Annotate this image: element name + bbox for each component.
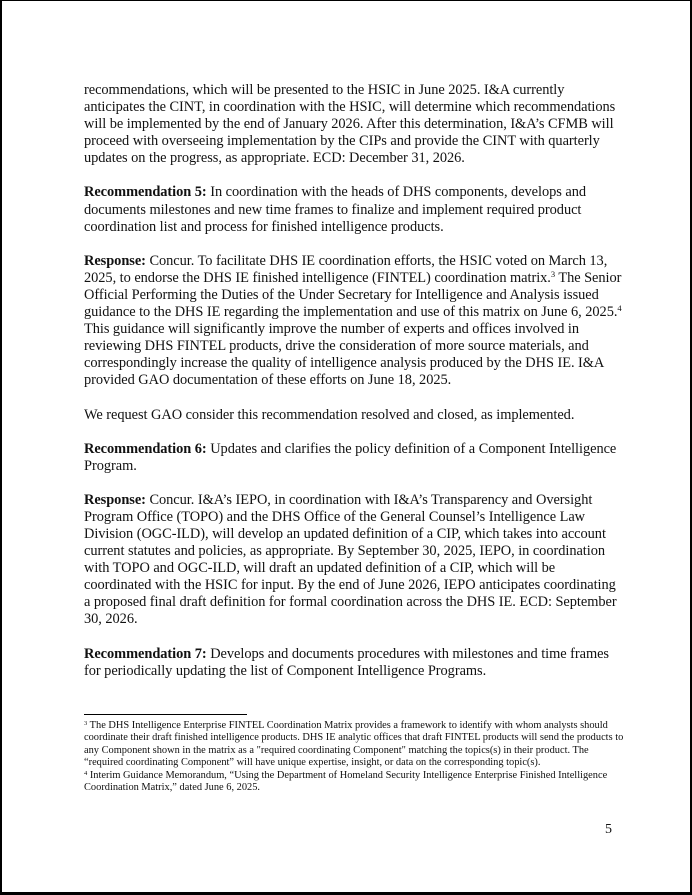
response-label: Response:: [84, 252, 146, 269]
recommendation-7: [84, 646, 624, 680]
footnote-text: The DHS Intelligence Enterprise FINTEL Coordination Matrix provides a framework to identify with whom analysts should coordinate their draft finished intelligence products. DHS IE analytic offices that draft FINTEL products will send the products to any Component shown in the matrix as a "required coordinating Component" matching the topics(s) in their product. The “required coordinating Component” will have unique expertise, insight, or data on the corresponding topic(s).: [84, 720, 624, 769]
response-text: This guidance will significantly improve the number of experts and offices involved in reviewing DHS FINTEL products, drive the consideration of more source materials, and correspondingly increase the quality of intelligence analysis produced by the DHS IE. I&A provided GAO documentation of these efforts on June 18, 2025.: [84, 321, 604, 389]
page-body: [84, 82, 624, 697]
footnote-4: [84, 770, 629, 795]
footnote-text: Interim Guidance Memorandum, “Using the Department of Homeland Security Intelligence Enterprise Finished Intelligence Coordination Matrix,” dated June 6, 2025.: [84, 769, 608, 794]
recommendation-text: Updates and clarifies the policy definition of a Component Intelligence Program.: [84, 440, 617, 474]
footnote-number: 4: [84, 769, 88, 777]
response-text: The Senior Official Performing the Duties of the Under Secretary for Intelligence and Analysis issued guidance to the DHS IE regarding the implementation and use of this matrix on June 6, 2025.: [84, 269, 622, 321]
footnote-reference-4[interactable]: 4: [617, 303, 622, 314]
closure-request-paragraph: We request GAO consider this recommendation resolved and closed, as implemented.: [84, 406, 575, 423]
footnote-number: 3: [84, 720, 88, 727]
footnote-separator: [84, 714, 247, 715]
footnote-3: [84, 720, 629, 770]
recommendation-label: Recommendation 5:: [84, 184, 207, 201]
response-recommendation-5: [84, 253, 624, 390]
recommendation-6: [84, 441, 624, 475]
footnotes-section: [84, 720, 629, 794]
response-label: Response:: [84, 491, 146, 508]
response-text: Concur. I&A’s IEPO, in coordination with I&A’s Transparency and Oversight Program Office (TOPO) and the DHS Office of the General Counsel’s Intelligence Law Division (OGC-ILD), will develop an updated definition of a CIP, which takes into account current statutes and policies, as appropriate. By September 30, 2025, IEPO, in coordination with TOPO and OGC-ILD, will draft an updated definition of a CIP, which will be coordinated with the HSIC for input. By the end of June 2026, IEPO anticipates coordinating a proposed final draft definition for formal coordination across the DHS IE. ECD: September 30, 2026.: [84, 491, 617, 628]
page-number: 5: [605, 822, 612, 837]
recommendation-text: In coordination with the heads of DHS components, develops and documents milestones and new time frames to finalize and implement required product coordination list and process for finished intelligence products.: [84, 184, 586, 235]
recommendation-label: Recommendation 7:: [84, 645, 207, 662]
footnote-reference-3[interactable]: 3: [550, 268, 556, 279]
recommendation-5: [84, 184, 624, 235]
recommendation-text: Develops and documents procedures with milestones and time frames for periodically updating the list of Component Intelligence Programs.: [84, 645, 609, 679]
continuation-paragraph: recommendations, which will be presented to the HSIC in June 2025. I&A currently anticipates the CINT, in coordination with the HSIC, will determine which recommendations will be implemented by the end of January 2026. After this determination, I&A’s CFMB will proceed with overseeing implementation by the CIPs and provide the CINT with quarterly updates on the progress, as appropriate. ECD: December 31, 2026.: [84, 82, 616, 167]
response-recommendation-6: [84, 492, 624, 629]
recommendation-label: Recommendation 6:: [84, 440, 207, 457]
response-text: Concur. To facilitate DHS IE coordination efforts, the HSIC voted on March 13, 2025, to endorse the DHS IE finished intelligence (FINTEL) coordination matrix.: [84, 252, 608, 286]
